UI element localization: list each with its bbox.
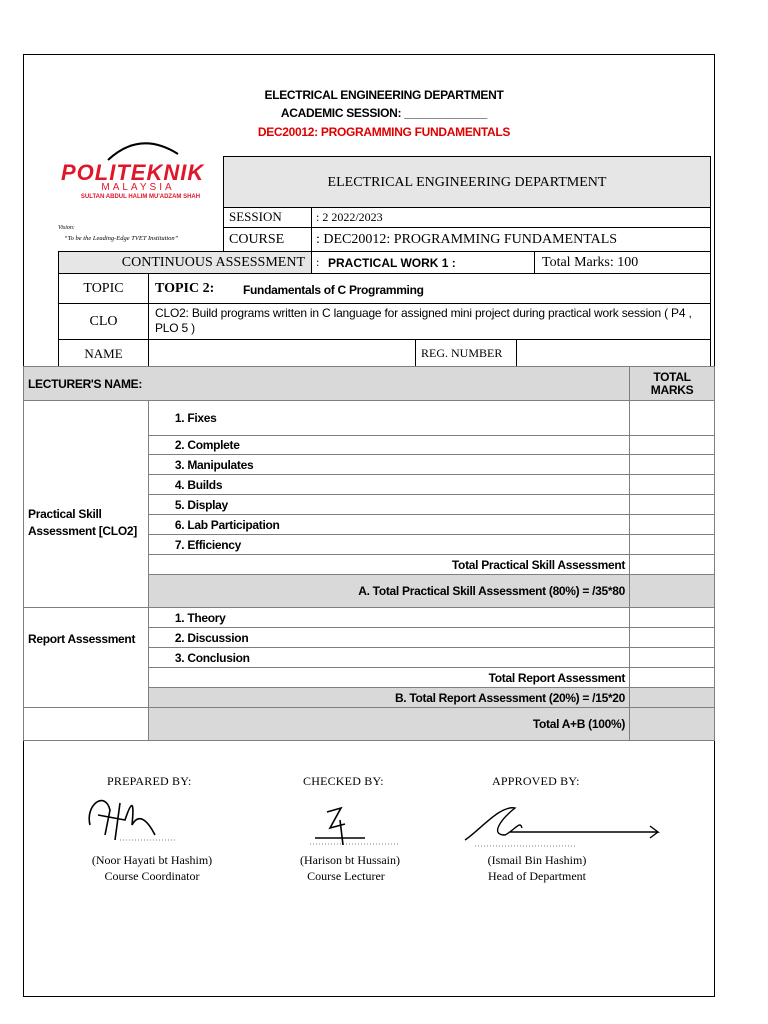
practical-item: 5. Display — [148, 495, 629, 515]
checked-by-role: Course Lecturer — [307, 869, 385, 883]
ca-label-cell — [58, 251, 312, 274]
name-label: NAME — [84, 346, 123, 361]
prepared-by-label: PREPARED BY: — [107, 774, 192, 788]
practical-item: 3. Manipulates — [148, 455, 629, 475]
mark-field[interactable] — [630, 668, 715, 688]
dept-title: ELECTRICAL ENGINEERING DEPARTMENT — [327, 175, 607, 190]
practical-item: 2. Complete — [148, 436, 629, 455]
mark-field[interactable] — [630, 575, 715, 608]
mark-field[interactable] — [630, 688, 715, 708]
report-item: 2. Discussion — [148, 628, 629, 648]
clo-label: CLO — [89, 314, 118, 329]
practical-item: 6. Lab Participation — [148, 515, 629, 535]
signature-checked-icon — [305, 800, 405, 850]
politeknik-logo — [58, 130, 223, 210]
approved-by-role: Head of Department — [488, 869, 586, 883]
reg-label: REG. NUMBER — [421, 346, 503, 360]
grand-total-blank — [24, 708, 149, 741]
prepared-by-name: (Noor Hayati bt Hashim) — [91, 853, 213, 867]
approved-by-name: (Ismail Bin Hashim) — [487, 853, 587, 867]
practical-item: 7. Efficiency — [148, 535, 629, 555]
mark-field[interactable] — [630, 708, 715, 741]
approved-by-label: APPROVED BY: — [492, 774, 580, 788]
course-value: : DEC20012: PROGRAMMING FUNDAMENTALS — [316, 232, 618, 247]
mark-field[interactable] — [630, 648, 715, 668]
dept-title-box — [223, 156, 711, 208]
mark-field[interactable] — [630, 455, 715, 475]
practical-skill-label: Practical Skill Assessment [CLO2] — [24, 401, 149, 608]
mark-field[interactable] — [630, 495, 715, 515]
ca-label: CONTINUOUS ASSESSMENT — [121, 255, 305, 270]
topic-value-cell — [148, 273, 711, 304]
report-item: 3. Conclusion — [148, 648, 629, 668]
session-label-cell — [223, 207, 312, 228]
topic-value: Fundamentals of C Programming — [243, 283, 424, 297]
checked-by-label: CHECKED BY: — [303, 774, 384, 788]
course-value-cell — [311, 227, 711, 252]
total-marks-text: Total Marks: 100 — [542, 255, 639, 270]
academic-session-heading: ACADEMIC SESSION: _____________ — [280, 106, 488, 120]
lecturer-row — [24, 367, 715, 401]
topic-label: TOPIC — [83, 281, 124, 296]
lecturer-name-label: LECTURER'S NAME: — [24, 367, 630, 401]
topic-prefix: TOPIC 2: — [155, 281, 215, 296]
practical-item: 1. Fixes — [148, 401, 629, 436]
logo-campus: SULTAN ABDUL HALIM MU'ADZAM SHAH — [80, 194, 201, 200]
assessment-table — [23, 366, 715, 741]
mark-field[interactable] — [630, 475, 715, 495]
checked-by-name: (Harison bt Hussain) — [300, 853, 400, 867]
total-marks-header: TOTAL MARKS — [630, 367, 715, 401]
grand-total-label: Total A+B (100%) — [148, 708, 629, 741]
mark-field[interactable] — [630, 555, 715, 575]
name-label-cell — [58, 339, 149, 367]
session-label: SESSION — [229, 209, 282, 224]
ca-value-cell — [311, 251, 535, 274]
reg-number-input-field[interactable] — [516, 339, 711, 367]
grand-total-row — [24, 708, 715, 741]
practical-item: 4. Builds — [148, 475, 629, 495]
logo-arc-icon — [58, 130, 223, 164]
mark-field[interactable] — [630, 608, 715, 628]
course-heading: DEC20012: PROGRAMMING FUNDAMENTALS — [257, 125, 511, 139]
clo-label-cell — [58, 303, 149, 340]
course-label: COURSE — [229, 232, 285, 247]
total-marks-cell — [534, 251, 711, 274]
course-label-cell — [223, 227, 312, 252]
practical-a-label: A. Total Practical Skill Assessment (80%) = /35*80 — [148, 575, 629, 608]
reg-label-cell — [415, 339, 517, 367]
report-item: 1. Theory — [148, 608, 629, 628]
vision-text: “To be the Leading-Edge TVET Institution” — [64, 235, 179, 242]
session-value-cell — [311, 207, 711, 228]
name-input-field[interactable] — [148, 339, 416, 367]
mark-field[interactable] — [630, 401, 715, 436]
session-value: : 2 2022/2023 — [316, 210, 383, 224]
report-row-1 — [24, 608, 715, 628]
mark-field[interactable] — [630, 535, 715, 555]
mark-field[interactable] — [630, 515, 715, 535]
report-assessment-label: Report Assessment — [24, 608, 149, 708]
signature-approved-icon — [460, 800, 670, 850]
practical-total-label: Total Practical Skill Assessment — [148, 555, 629, 575]
topic-label-cell — [58, 273, 149, 304]
vision-label: Vision: — [58, 225, 75, 231]
signature-prepared-icon — [80, 785, 180, 845]
prepared-by-role: Course Coordinator — [104, 869, 200, 883]
mark-field[interactable] — [630, 628, 715, 648]
clo-value: CLO2: Build programs written in C language for assigned mini project during practical work session ( P4 , PLO 5 ) — [155, 306, 692, 335]
clo-value-cell — [148, 303, 711, 340]
ca-value: PRACTICAL WORK 1 : — [328, 256, 456, 270]
logo-subtitle: MALAYSIA — [101, 182, 175, 193]
logo-wordmark: POLITEKNIK — [61, 160, 205, 185]
department-heading: ELECTRICAL ENGINEERING DEPARTMENT — [264, 88, 504, 102]
report-b-label: B. Total Report Assessment (20%) = /15*20 — [148, 688, 629, 708]
ca-colon: : — [316, 255, 320, 269]
report-total-label: Total Report Assessment — [148, 668, 629, 688]
practical-row-1 — [24, 401, 715, 436]
mark-field[interactable] — [630, 436, 715, 455]
